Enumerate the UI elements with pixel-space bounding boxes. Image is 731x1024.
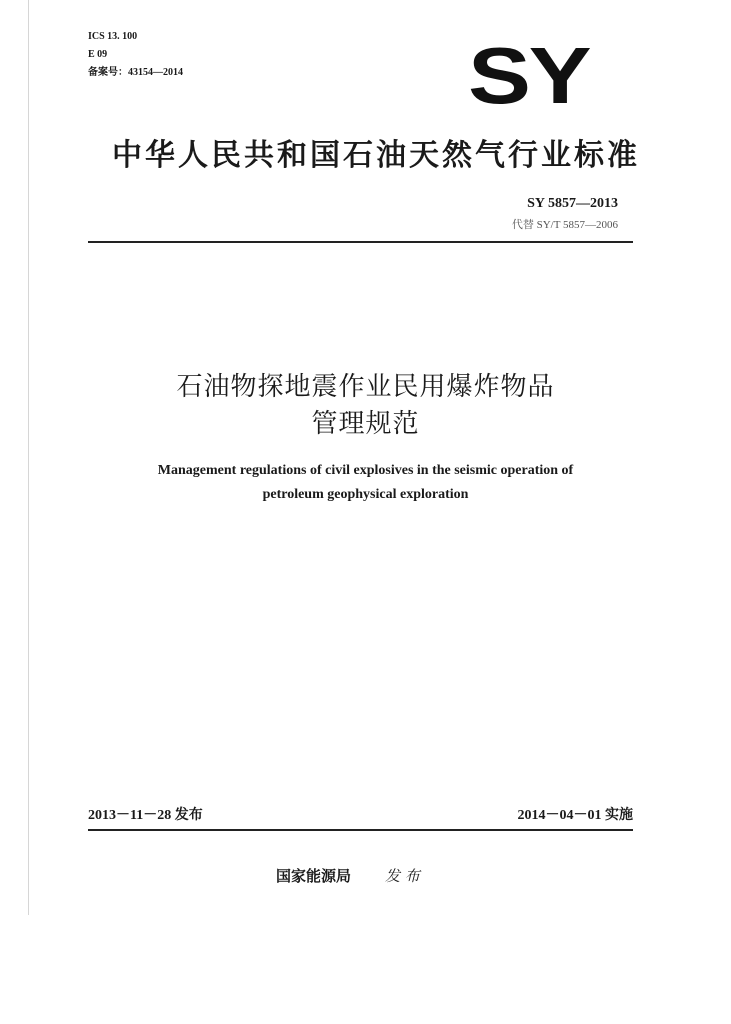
publisher (276, 865, 420, 886)
title-en-line2: petroleum geophysical exploration (262, 487, 469, 502)
filing-number: 备案号：43154—2014 (88, 67, 183, 78)
top-divider (88, 241, 633, 243)
title-cn-line1: 石油物探地震作业民用爆炸物品 (176, 372, 555, 402)
org-title: 中华人民共和国石油天然气行业标准 (112, 138, 640, 173)
sy-logo: SY (468, 31, 590, 120)
publisher-name: 国家能源局 (276, 867, 352, 885)
publisher-action: 发 布 (385, 867, 420, 885)
issue-date: 2013－11－28 发布 (88, 808, 203, 823)
ics-code: ICS 13. 100 (88, 31, 138, 42)
standard-number: SY 5857—2013 (527, 196, 618, 211)
standard-meta (88, 28, 183, 82)
title-en-line1: Management regulations of civil explosives in the seismic operation of (157, 463, 574, 478)
category-code: E 09 (88, 49, 108, 60)
replaces-standard: 代替 SY/T 5857—2006 (511, 219, 618, 231)
page-edge-line (28, 0, 29, 915)
implementation-date: 2014－04－01 实施 (517, 808, 633, 823)
bottom-divider (88, 829, 633, 831)
title-cn-line2: 管理规范 (311, 409, 420, 439)
